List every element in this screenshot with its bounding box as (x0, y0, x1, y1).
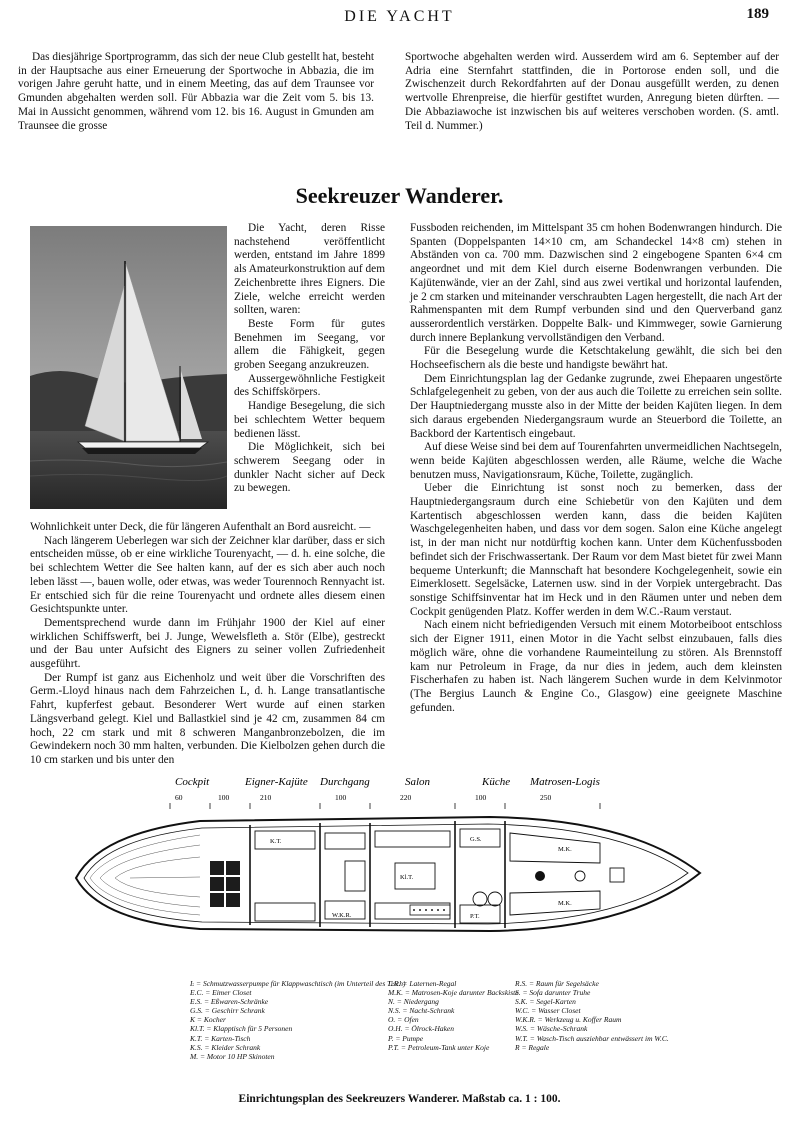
paragraph: Das diesjährige Sportprogramm, das sich der neue Club gestellt hat, besteht in der Hauptsache aus einer Erneuerung der Sportwoche in Abbazia, die im vorigen Jahre geruht hatte, und in einem Meeting, das auf dem Traunsee vor Gmunden abgehalten werden soll. Für Abbazia war die Zeit vom 5. bis 13. Mai in Aussicht genommen, während vom 12. bis 16. August in Gmunden am Traunsee die grosse (18, 51, 374, 132)
paragraph: Für die Besegelung wurde die Ketschtakelung gewählt, die sich bei den Hochseefischern als die beste und handigste bewährt hat. (410, 345, 782, 372)
paragraph: Nach einem nicht befriedigenden Versuch mit einem Motorbeiboot entschloss sich der Eigner 1911, einen Motor in die Yacht selbst einzubauen, falls dies möglich wäre, ohne die vorhandene Raumeinteilung zu stören. Als Brennstoff kam nur Petroleum in Frage, da nur dies in jedem, auch dem kleinsten Fischerhafen zu haben ist. Nach längerem Suchen wurde in dem Kelvinmotor (The Bergius Launch & Engine Co., Glasgow) eine geeignete Maschine gefunden. (410, 619, 782, 714)
article-right-column (410, 222, 782, 715)
figure-caption: Einrichtungsplan des Seekreuzers Wanderer. Maßstab ca. 1 : 100. (238, 1093, 561, 1105)
label-cockpit: Cockpit (175, 776, 210, 788)
paragraph: Fussboden reichenden, im Mittelspant 35 cm hohen Bodenwrangen hindurch. Die Spanten (Doppelspanten 14×10 cm, am Schandeckel 14×8 cm) stehen in Abständen von ca. 700 mm. Dazwischen sind 2 eingebogene Spanten 6×4 cm angeordnet und mit dem Kiel durch eiserne Bodenwrangen verbunden. Die Kajütenwände, vier an der Zahl, sind aus zwei vertikal und horizontal laufenden, je 2 cm starken und miteinander verschraubten Lagen hergestellt, die nach Art der Rahmenspanten mit dem Rumpf verbunden sind und den Querverband ganz ausserordentlich verstärken. Doppelte Balk- und Kimmweger, sowie Garnierung durch innere Beplankung vervollständigen den Verband. (410, 222, 782, 344)
legend-item: N. = Niedergang (388, 997, 439, 1007)
legend-item: K = Kocher (190, 1015, 226, 1025)
paragraph: Die Möglichkeit, sich bei schwerem Seegang oder in dunkler Nacht sicher auf Deck zu bewegen. (234, 441, 385, 495)
intro-wrap-column (234, 222, 385, 496)
yacht-photo-graphic (30, 226, 227, 509)
legend-item: W.T. = Wasch-Tisch ausziehbar entwässert im W.C. (515, 1033, 669, 1043)
dim-durchgang: 100 (335, 793, 347, 802)
paragraph: Ueber die Einrichtung ist sonst noch zu bemerken, dass der Hauptniedergangsraum durch eine Schiebetür von den Kajüten und dem Kartentisch abgeschlossen werden kann, dass die beiden Kajüten Waschgelegenheiten haben, und dass vor dem sogen. Salon eine Küche angelegt ist, in der man nicht nur notdürftig kochen kann. Unter dem Küchenfussboden befindet sich der Frischwassertank. Der Raum vor dem Mast bietet für zwei Mann bequeme Unterkunft; die Mannschaft hat besondere Kochgelegenheit, sowie ein Eimerklosett. Segelsäcke, Laternen usw. sind in der Vorpiek untergebracht. Das sonstige Schiffsinventar hat im Heck und in den Räumen unter und neben dem Cockpit genügenden Platz. Koffer werden in dem W.C.-Raum verstaut. (410, 482, 782, 618)
legend-item: N.S. = Nacht-Schrank (388, 1006, 455, 1016)
legend-item: W.K.R. = Werkzeug u. Koffer Raum (515, 1015, 622, 1025)
dim-eigner: 210 (260, 793, 272, 802)
legend-item: P.T. = Petroleum-Tank unter Koje (388, 1042, 490, 1052)
top-right-column (405, 51, 779, 133)
label-durchgang: Durchgang (320, 776, 370, 788)
article-headline: Seekreuzer Wanderer. (295, 183, 504, 208)
label-kueche: Küche (482, 776, 511, 788)
legend-item: E.S. = Eßwaren-Schränke (190, 997, 269, 1007)
dim-1: 100 (218, 793, 230, 802)
paragraph: Sportwoche abgehalten werden wird. Ausserdem wird am 6. September auf der Adria eine Sternfahrt stattfinden, die in Portorose enden soll, und die Zwischenzeit durch Rekordfahrten auf der Donau ausgefüllt werden, zu denen wertvolle Ehrenpreise, die hierfür gestiftet wurden, Anregung bieten dürften. — Die Abbaziawoche ist inzwischen bis auf weiteres verschoben worden. (S. amtl. Teil d. Nummer.) (405, 51, 779, 132)
legend-column-2 (388, 979, 518, 1052)
paragraph: Dem Einrichtungsplan lag der Gedanke zugrunde, zwei Ehepaaren ungestörte Schlafgelegenheit zu geben, von der aus auch die Toilette zu erreichen sein sollte. Der Hauptniedergang musste also in der Mitte der beiden Kajüten liegen. In dem sich daraus ergebenden Niedergangsraum wurde an Steuerbord die Toilette, an Backbord der Kartentisch eingebaut. (410, 372, 782, 440)
page-number: 189 (746, 6, 769, 22)
label-salon: Salon (405, 776, 431, 788)
legend-item: S. = Sofa darunter Truhe (515, 988, 591, 998)
legend-item: Kl.T. = Klapptisch für 5 Personen (190, 1024, 293, 1034)
legend-item: M. = Motor 10 HP Skinoten (190, 1051, 275, 1061)
legend-item: Ŀ = Schmutzwasserpumpe für Klappwaschtisch (im Unterteil des Tisch) (190, 979, 406, 988)
plan-tag-gs: G.S. (470, 836, 482, 843)
legend-item: P. = Pumpe (388, 1033, 424, 1043)
plan-tag-mk: M.K. (558, 846, 572, 853)
paragraph: Der Rumpf ist ganz aus Eichenholz und weit über die Vorschriften des Germ.-Lloyd hinaus nach dem Fahrzeichen L, d. h. Lange transatlantische Fahrt, kupferfest gebaut. Besonderer Wert wurde auf einen starken Längsverband gelegt. Kiel und Ballastkiel sind je 42 cm, zusammen 84 cm hoch, 22 cm stark und mit 8 schweren Manganbronzebolzen, die im Gewindekern noch 30 mm halten, verbunden. Die Kielbolzen gehen durch die 10 cm starken und bis unter den (30, 671, 385, 766)
label-eigner-kajuete: Eigner-Kajüte (245, 776, 308, 788)
legend-item: W.C. = Wasser Closet (515, 1006, 581, 1016)
legend-column-3 (515, 979, 715, 1052)
legend-item: K.T. = Karten-Tisch (190, 1033, 251, 1043)
paragraph: Beste Form für gutes Benehmen im Seegang, vor allem die Fähigkeit, gegen groben Seegang anzukreuzen. (234, 317, 385, 372)
deck-plan-drawing (70, 773, 730, 953)
paragraph: Aussergewöhnliche Festigkeit des Schiffskörpers. (234, 372, 385, 399)
article-left-column (30, 521, 385, 768)
dim-salon: 220 (400, 793, 412, 802)
deck-plan-figure (70, 773, 730, 1108)
paragraph: Wohnlichkeit unter Deck, die für längeren Aufenthalt an Bord ausreicht. — (30, 521, 371, 533)
legend-item: R = Regale (515, 1042, 550, 1052)
legend-item: W.S. = Wäsche-Schrank (515, 1024, 588, 1034)
legend-item: L.R. = Laternen-Regal (388, 979, 457, 988)
legend-item: G.S. = Geschirr Schrank (190, 1006, 265, 1016)
plan-tag-kt: K.T. (270, 838, 282, 845)
plan-tag-mk2: M.K. (558, 900, 572, 907)
top-left-column (18, 51, 374, 133)
dim-logis: 250 (540, 793, 552, 802)
legend-item: M.K. = Matrosen-Koje darunter Backskiste (388, 988, 519, 998)
paragraph: Auf diese Weise sind bei dem auf Tourenfahrten unvermeidlichen Nachtsegeln, wenn beide Kajüten abgeschlossen werden, alle Räume, welche die Wache benutzen muss, Navigationsraum, Küche, Toilette, zugänglich. (410, 441, 783, 481)
legend-item: S.K. = Segel-Karten (515, 997, 576, 1007)
legend-item: E.C. = Eimer Closet (190, 988, 252, 998)
legend-item: O. = Ofen (388, 1015, 419, 1025)
paragraph: Nach längerem Ueberlegen war sich der Zeichner klar darüber, dass er sich entscheiden müsse, ob er eine wirkliche Tourenyacht, — d. h. eine solche, die bei schlechtem Wetter die See halten kann, auf der es sich aber auch noch leben lässt —, bauen wolle, oder etwas, was weder Tourennoch Rennyacht ist. Er entschied sich für die reine Tourenyacht und ordnete alles diesem einen Gesichtspunkte unter. (30, 534, 385, 616)
label-matrosen-logis: Matrosen-Logis (530, 776, 600, 788)
plan-tag-wkr: W.K.R. (332, 912, 352, 919)
running-head: DIE YACHT (344, 8, 455, 25)
plan-tag-pt: P.T. (470, 913, 480, 920)
paragraph: Handige Besegelung, die sich bei schlechtem Wetter bequem bedienen lässt. (234, 400, 385, 440)
legend-item: R.S. = Raum für Segelsäcke (515, 979, 599, 988)
paragraph: Die Yacht, deren Risse nachstehend veröffentlicht werden, entstand im Jahre 1899 als Amateurkonstruktion auf dem Zeichenbrette ihres Eigners. Die Ziele, welche erreicht werden sollten, waren: (234, 222, 385, 317)
dim-kueche: 100 (475, 793, 487, 802)
legend-item: K.S. = Kleider Schrank (190, 1042, 261, 1052)
yacht-photo (30, 226, 227, 509)
dim-cockpit: 60 (175, 793, 183, 802)
legend-item: O.H. = Ölrock-Haken (388, 1024, 455, 1034)
paragraph: Dementsprechend wurde dann im Frühjahr 1900 der Kiel auf einer wirklichen Schiffswerft, bei J. Junge, Wewelsfleth a. Stör (Elbe), gestreckt und der Bau unter Aufsicht des Eigners zu seiner vollen Zufriedenheit ausgeführt. (30, 616, 385, 671)
plan-tag-klt: Kl.T. (400, 874, 414, 881)
